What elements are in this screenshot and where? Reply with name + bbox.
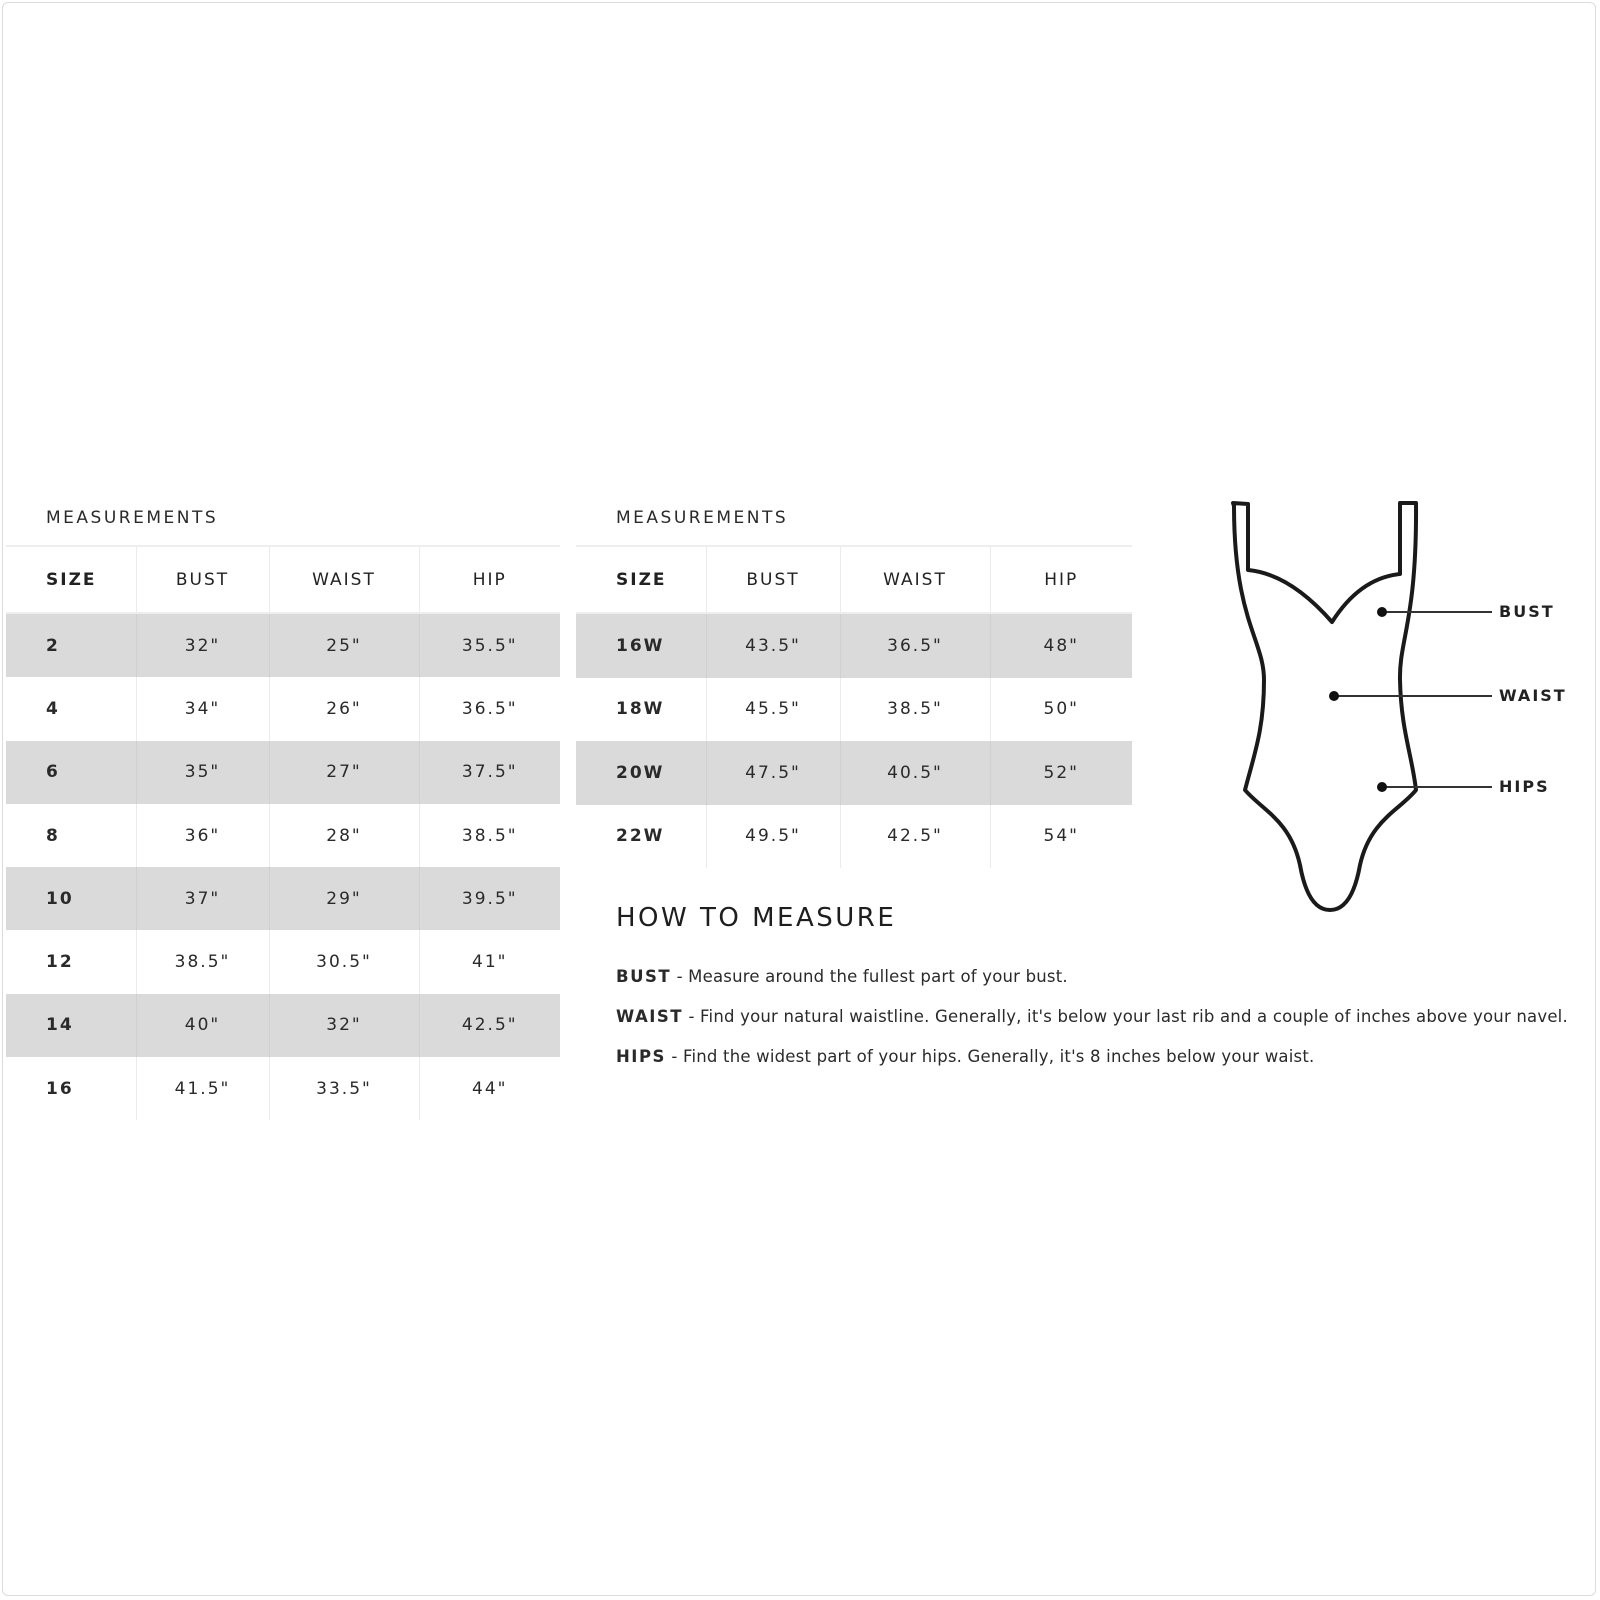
table-cell-hip: 39.5" (419, 867, 560, 930)
hips-instruction (616, 1047, 1314, 1066)
table-cell-bust: 35" (136, 741, 269, 804)
table-row (6, 1057, 560, 1120)
bust-pointer-dot (1377, 607, 1387, 617)
table-cell-bust: 47.5" (706, 741, 840, 805)
column-header-size: SIZE (6, 546, 136, 613)
table-row (6, 930, 560, 993)
table-cell-size: 20W (576, 741, 706, 805)
table-row (576, 741, 1132, 805)
table-cell-hip: 48" (990, 613, 1132, 678)
table-cell-hip: 44" (419, 1057, 560, 1120)
column-header-bust: BUST (706, 546, 840, 613)
table-cell-hip: 36.5" (419, 677, 560, 740)
column-header-bust: BUST (136, 546, 269, 613)
table-row (6, 867, 560, 930)
table-cell-size: 16W (576, 613, 706, 678)
table-row (6, 741, 560, 804)
table-cell-waist: 27" (269, 741, 419, 804)
table-cell-waist: 32" (269, 994, 419, 1057)
table-cell-bust: 45.5" (706, 678, 840, 742)
table-cell-hip: 52" (990, 741, 1132, 805)
waist-instruction (616, 1007, 1568, 1026)
table-cell-hip: 35.5" (419, 613, 560, 677)
table-cell-bust: 41.5" (136, 1057, 269, 1120)
table-cell-bust: 34" (136, 677, 269, 740)
size-chart-table-plus (576, 545, 1132, 868)
table-row (6, 677, 560, 740)
table-cell-size: 4 (46, 698, 60, 719)
table-cell-size: 12 (46, 952, 74, 973)
column-header-size: SIZE (576, 546, 706, 613)
table-row (6, 804, 560, 867)
table-cell-size: 6 (6, 741, 136, 804)
table-cell-bust: 38.5" (136, 930, 269, 993)
table-cell-waist: 26" (269, 677, 419, 740)
table-header-row (6, 546, 560, 613)
table-cell-bust: 32" (136, 613, 269, 677)
table-cell-waist: 42.5" (840, 805, 990, 869)
table-header-row (576, 546, 1132, 613)
table-cell-waist: 25" (269, 613, 419, 677)
table-cell-bust: 37" (136, 867, 269, 930)
waist-callout-label: WAIST (1499, 686, 1567, 705)
column-header-waist: WAIST (269, 546, 419, 613)
table-cell-hip: 54" (990, 805, 1132, 869)
hips-callout-label: HIPS (1499, 777, 1550, 796)
how-to-measure-title: HOW TO MEASURE (616, 903, 897, 933)
table-cell-bust: 36" (136, 804, 269, 867)
table-cell-size: 22W (616, 826, 665, 847)
bust-callout-label: BUST (1499, 602, 1555, 621)
table-row (6, 613, 560, 677)
table-cell-size: 10 (6, 867, 136, 930)
table-cell-bust: 40" (136, 994, 269, 1057)
table-cell-waist: 28" (269, 804, 419, 867)
hips-pointer-dot (1377, 782, 1387, 792)
hips-text: - Find the widest part of your hips. Generally, it's 8 inches below your waist. (665, 1047, 1315, 1066)
table-row (576, 805, 1132, 869)
bust-term: BUST (616, 967, 672, 986)
table-cell-bust: 49.5" (706, 805, 840, 869)
column-header-hip: HIP (990, 546, 1132, 613)
table-cell-size: 8 (46, 825, 60, 846)
table-cell-size: 2 (6, 613, 136, 677)
waist-text: - Find your natural waistline. Generally, it's below your last rib and a couple of inches above your navel. (683, 1007, 1568, 1026)
size-chart-table-standard (6, 545, 560, 1120)
table-cell-size: 18W (616, 699, 665, 720)
table-row (6, 994, 560, 1057)
bodysuit-diagram (1200, 490, 1500, 930)
column-header-waist: WAIST (840, 546, 990, 613)
table-cell-waist: 29" (269, 867, 419, 930)
hips-term: HIPS (616, 1047, 666, 1066)
table-cell-hip: 37.5" (419, 741, 560, 804)
left-table-label: MEASUREMENTS (46, 508, 219, 528)
right-table-label: MEASUREMENTS (616, 508, 789, 528)
table-cell-bust: 43.5" (706, 613, 840, 678)
table-cell-hip: 41" (419, 930, 560, 993)
table-cell-waist: 40.5" (840, 741, 990, 805)
table-cell-size: 14 (6, 994, 136, 1057)
bust-text: - Measure around the fullest part of your bust. (671, 967, 1068, 986)
bodysuit-outline (1233, 503, 1416, 910)
table-cell-waist: 38.5" (840, 678, 990, 742)
table-cell-waist: 30.5" (269, 930, 419, 993)
waist-pointer-dot (1329, 691, 1339, 701)
table-row (576, 613, 1132, 678)
waist-term: WAIST (616, 1007, 684, 1026)
table-cell-hip: 50" (990, 678, 1132, 742)
table-row (576, 678, 1132, 742)
table-cell-size: 16 (46, 1078, 74, 1099)
table-cell-hip: 42.5" (419, 994, 560, 1057)
table-cell-waist: 36.5" (840, 613, 990, 678)
table-cell-waist: 33.5" (269, 1057, 419, 1120)
column-header-hip: HIP (419, 546, 560, 613)
bust-instruction (616, 967, 1068, 986)
table-cell-hip: 38.5" (419, 804, 560, 867)
